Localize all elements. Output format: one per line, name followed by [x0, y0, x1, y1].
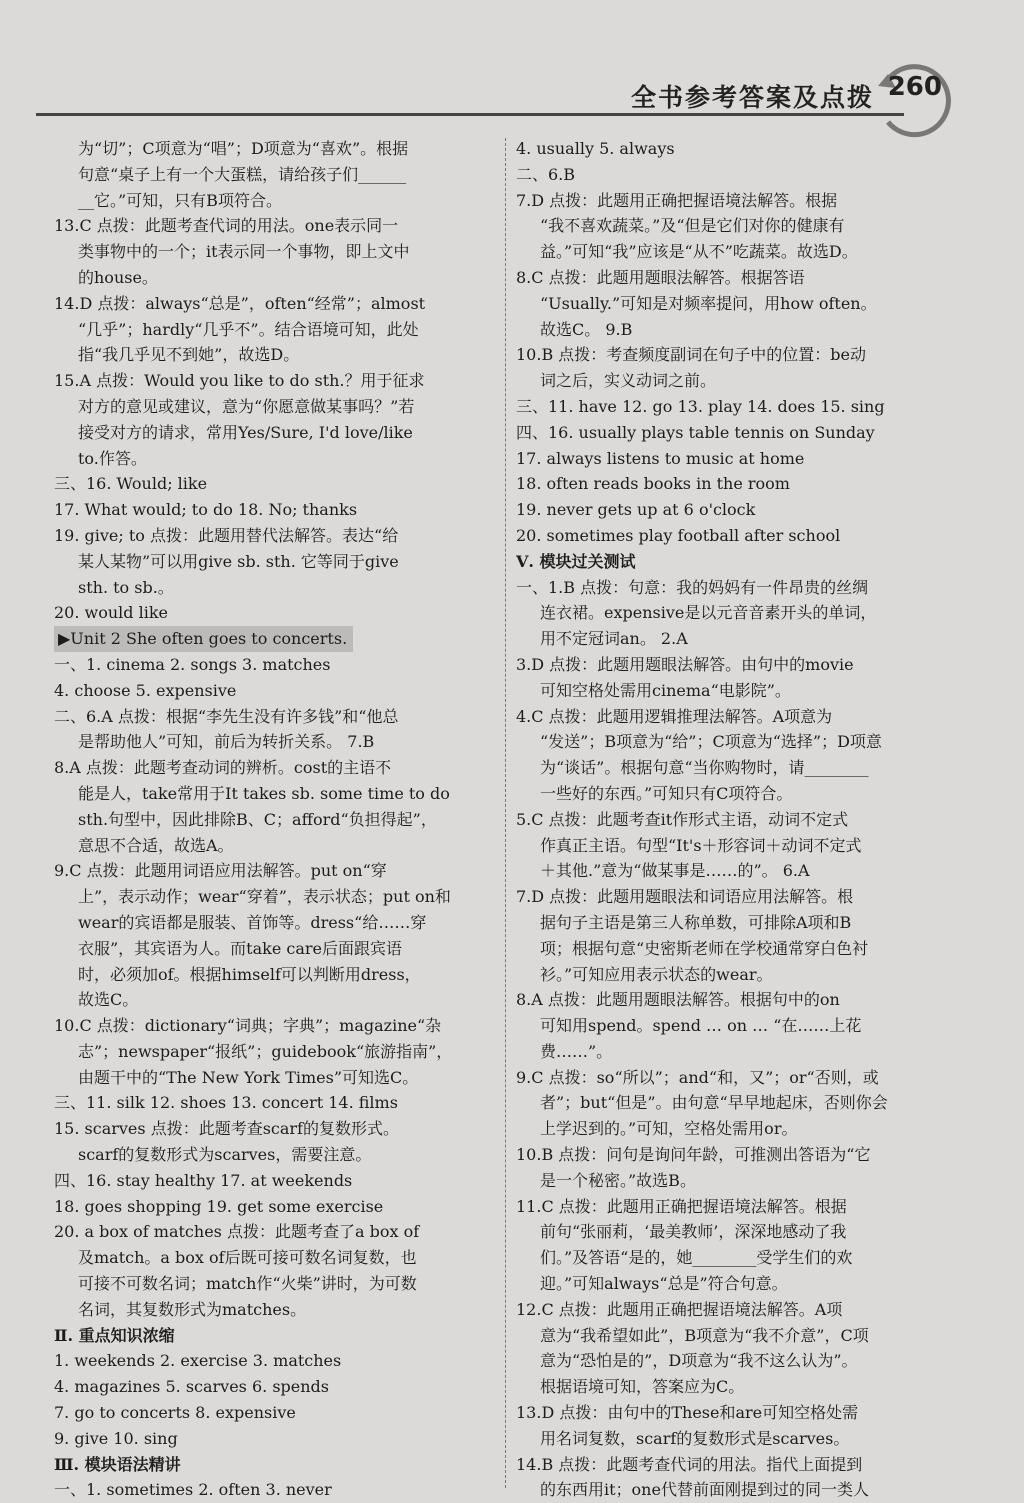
answer-line: 用不定冠词an。 2.A [540, 629, 688, 649]
answer-line: 由题干中的“The New York Times”可知选C。 [78, 1067, 419, 1087]
answer-line: 的东西用it；one代替前面刚提到过的同一类人 [540, 1480, 869, 1500]
answer-line: __它。”可知，只有B项符合。 [78, 190, 282, 210]
answer-line: 能是人，take常用于It takes sb. some time to do [78, 783, 450, 803]
answer-line: 10.B 点拨：考查频度副词在句子中的位置：be动 [516, 345, 867, 365]
answer-line: 9.C 点拨：so“所以”；and“和，又”；or“否则，或 [516, 1067, 879, 1087]
answer-line: “几乎”；hardly“几乎不”。结合语境可知，此处 [78, 319, 419, 339]
answer-line: 作真正主语。句型“It's＋形容词＋动词不定式 [540, 835, 862, 855]
answer-line: 4. magazines 5. scarves 6. spends [54, 1377, 330, 1397]
section-heading: Ⅱ. 重点知识浓缩 [54, 1325, 175, 1345]
answer-line: 者”；but“但是”。由句意“早早地起床，否则你会 [540, 1093, 888, 1113]
answer-line: 意思不合适，故选A。 [78, 835, 234, 855]
answer-line: 三、16. Would; like [54, 474, 208, 494]
answer-line: 费……”。 [540, 1041, 613, 1061]
answer-line: 故选C。 9.B [540, 319, 633, 339]
answer-line: 12.C 点拨：此题用正确把握语境法解答。A项 [516, 1299, 843, 1319]
unit-heading [54, 626, 486, 652]
answer-line: 四、16. stay healthy 17. at weekends [54, 1170, 353, 1190]
header-rule [36, 113, 904, 116]
answer-line: 用名词复数，scarf的复数形式是scarves。 [540, 1428, 850, 1448]
answer-line: 13.D 点拨：由句中的These和are可知空格处需 [516, 1403, 859, 1423]
unit-title: ▶Unit 2 She often goes to concerts. [54, 626, 353, 652]
answer-line: 上学迟到的。”可知，空格处需用or。 [540, 1119, 798, 1139]
answer-line: 一些好的东西。”可知只有C项符合。 [540, 783, 793, 803]
answer-line: 9. give 10. sing [54, 1428, 178, 1448]
answer-line: “我不喜欢蔬菜。”及“但是它们对你的健康有 [540, 216, 845, 236]
answer-line: 故选C。 [78, 990, 139, 1010]
answer-line: 句意“桌子上有一个大蛋糕，请给孩子们______ [78, 164, 407, 184]
answer-line: 类事物中的一个；it表示同一个事物，即上文中 [78, 242, 410, 262]
answer-line: 1. weekends 2. exercise 3. matches [54, 1351, 342, 1371]
answer-line: 18. often reads books in the room [516, 474, 790, 494]
answer-line: 一、1. sometimes 2. often 3. never [54, 1480, 332, 1500]
answer-line: 衣服”，其宾语为人。而take care后面跟宾语 [78, 938, 403, 958]
answer-line: 18. goes shopping 19. get some exercise [54, 1196, 384, 1216]
column-divider [505, 138, 506, 1488]
answer-line: wear的宾语都是服装、首饰等。dress“给……穿 [78, 912, 427, 932]
answer-line: 们。”及答语“是的，她________受学生们的欢 [540, 1248, 853, 1268]
answer-line: 可知用spend。spend … on … “在……上花 [540, 1016, 862, 1036]
answer-line: “Usually.”可知是对频率提问，用how often。 [540, 293, 877, 313]
answer-line: 上”，表示动作；wear“穿着”，表示状态；put on和 [78, 887, 451, 907]
section-heading: Ⅴ. 模块过关测试 [516, 551, 636, 571]
answer-line: 为“切”；C项意为“唱”；D项意为“喜欢”。根据 [78, 139, 409, 158]
answer-line: 17. always listens to music at home [516, 448, 805, 468]
answer-line: 益。”可知“我”应该是“从不”吃蔬菜。故选D。 [540, 242, 858, 262]
answer-line: 时，必须加of。根据himself可以判断用dress， [78, 964, 421, 984]
answer-line: 四、16. usually plays table tennis on Sunday [516, 422, 875, 442]
answer-line: 4. choose 5. expensive [54, 680, 237, 700]
answer-line: 7. go to concerts 8. expensive [54, 1403, 296, 1423]
answer-line: ＋其他.”意为“做某事是……的”。 6.A [540, 861, 810, 881]
answer-line: 为“谈话”。根据句意“当你购物时，请________ [540, 758, 869, 778]
answer-line: 意为“我希望如此”，B项意为“我不介意”，C项 [540, 1325, 869, 1345]
answer-line: 接受对方的请求，常用Yes/Sure, I'd love/like [78, 422, 413, 442]
answer-line: 15.A 点拨：Would you like to do sth.？用于征求 [54, 371, 425, 391]
answer-line: 4.C 点拨：此题用逻辑推理法解答。A项意为 [516, 706, 833, 726]
answer-line: 14.B 点拨：此题考查代词的用法。指代上面提到 [516, 1454, 863, 1474]
answer-line: “发送”；B项意为“给”；C项意为“选择”；D项意 [540, 732, 882, 752]
answer-line: 衫。”可知应用表示状态的wear。 [540, 964, 773, 984]
answer-line: 一、1.B 点拨：句意：我的妈妈有一件昂贵的丝绸 [516, 577, 869, 597]
answer-line: 5.C 点拨：此题考查it作形式主语，动词不定式 [516, 809, 849, 829]
answer-line: 据句子主语是第三人称单数，可排除A项和B [540, 912, 852, 932]
page-number: 260 [887, 72, 942, 102]
answer-line: 8.A 点拨：此题用题眼法解答。根据句中的on [516, 990, 840, 1010]
answer-line: 对方的意见或建议，意为“你愿意做某事吗？”若 [78, 396, 415, 416]
answer-line: 二、6.B [516, 164, 576, 184]
answer-line: 某人某物”可以用give sb. sth. 它等同于give [78, 551, 399, 571]
answer-line: 17. What would; to do 18. No; thanks [54, 500, 358, 520]
answer-line: 20. a box of matches 点拨：此题考查了a box of [54, 1222, 420, 1242]
answer-line: 的house。 [78, 267, 158, 287]
answer-line: 前句“张丽莉，‘最美教师’，深深地感动了我 [540, 1222, 847, 1242]
answer-line: 9.C 点拨：此题用词语应用法解答。put on“穿 [54, 861, 387, 881]
answer-line: 15. scarves 点拨：此题考查scarf的复数形式。 [54, 1119, 399, 1139]
answer-line: 8.C 点拨：此题用题眼法解答。根据答语 [516, 267, 805, 287]
answer-line: 可接不可数名词；match作“火柴”讲时，为可数 [78, 1274, 417, 1294]
answer-line: sth. to sb.。 [78, 577, 174, 597]
answer-line: 4. usually 5. always [516, 139, 675, 158]
answer-line: 20. would like [54, 603, 169, 623]
answer-line: 13.C 点拨：此题考查代词的用法。one表示同一 [54, 216, 399, 236]
answer-line: 3.D 点拨：此题用题眼法解答。由句中的movie [516, 654, 854, 674]
answer-line: 7.D 点拨：此题用正确把握语境法解答。根据 [516, 190, 838, 210]
answer-line: 迎。”可知always“总是”符合句意。 [540, 1274, 788, 1294]
answer-line: 词之后，实义动词之前。 [540, 371, 717, 391]
header-title: 全书参考答案及点拨 [630, 83, 874, 112]
answer-line: 及match。a box of后既可接可数名词复数，也 [78, 1248, 417, 1268]
answer-line: 可知空格处需用cinema“电影院”。 [540, 680, 791, 700]
answer-line: 14.D 点拨：always“总是”，often“经常”；almost [54, 293, 426, 313]
answer-line: 三、11. have 12. go 13. play 14. does 15. sing [516, 396, 885, 416]
section-heading: Ⅲ. 模块语法精讲 [54, 1454, 181, 1474]
answer-line: 一、1. cinema 2. songs 3. matches [54, 654, 331, 674]
answer-line: sth.句型中，因此排除B、C；afford“负担得起”， [78, 809, 437, 829]
left-column [54, 136, 486, 1503]
answer-line: 是一个秘密。”故选B。 [540, 1170, 696, 1190]
page-header [0, 0, 1024, 126]
answer-line: 10.B 点拨：问句是询问年龄，可推测出答语为“它 [516, 1145, 871, 1165]
answer-line: 8.A 点拨：此题考查动词的辨析。cost的主语不 [54, 758, 392, 778]
right-column [516, 136, 966, 1503]
answer-line: 20. sometimes play football after school [516, 525, 841, 545]
answer-line: 项；根据句意“史密斯老师在学校通常穿白色衬 [540, 938, 869, 958]
answer-line: 根据语境可知，答案应为C。 [540, 1377, 745, 1397]
answer-line: scarf的复数形式为scarves，需要注意。 [78, 1145, 372, 1165]
answer-line: 10.C 点拨：dictionary“词典；字典”；magazine“杂 [54, 1016, 442, 1036]
answer-line: 是帮助他人”可知，前后为转折关系。 7.B [78, 732, 375, 752]
answer-line: 19. give; to 点拨：此题用替代法解答。表达“给 [54, 525, 399, 545]
answer-line: 名词，其复数形式为matches。 [78, 1299, 307, 1319]
answer-line: 二、6.A 点拨：根据“李先生没有许多钱”和“他总 [54, 706, 399, 726]
answer-line: 连衣裙。expensive是以元音音素开头的单词， [540, 603, 877, 623]
answer-line: 11.C 点拨：此题用正确把握语境法解答。根据 [516, 1196, 847, 1216]
answer-line: 志”；newspaper“报纸”；guidebook“旅游指南”， [78, 1041, 453, 1061]
answer-line: 指“我几乎见不到她”，故选D。 [78, 345, 300, 365]
answer-line: 三、11. silk 12. shoes 13. concert 14. films [54, 1093, 398, 1113]
answer-line: 7.D 点拨：此题用题眼法和词语应用法解答。根 [516, 887, 854, 907]
answer-line: to.作答。 [78, 448, 147, 468]
answer-line: 意为“恐怕是的”，D项意为“我不这么认为”。 [540, 1351, 858, 1371]
answer-line: 19. never gets up at 6 o'clock [516, 500, 756, 520]
